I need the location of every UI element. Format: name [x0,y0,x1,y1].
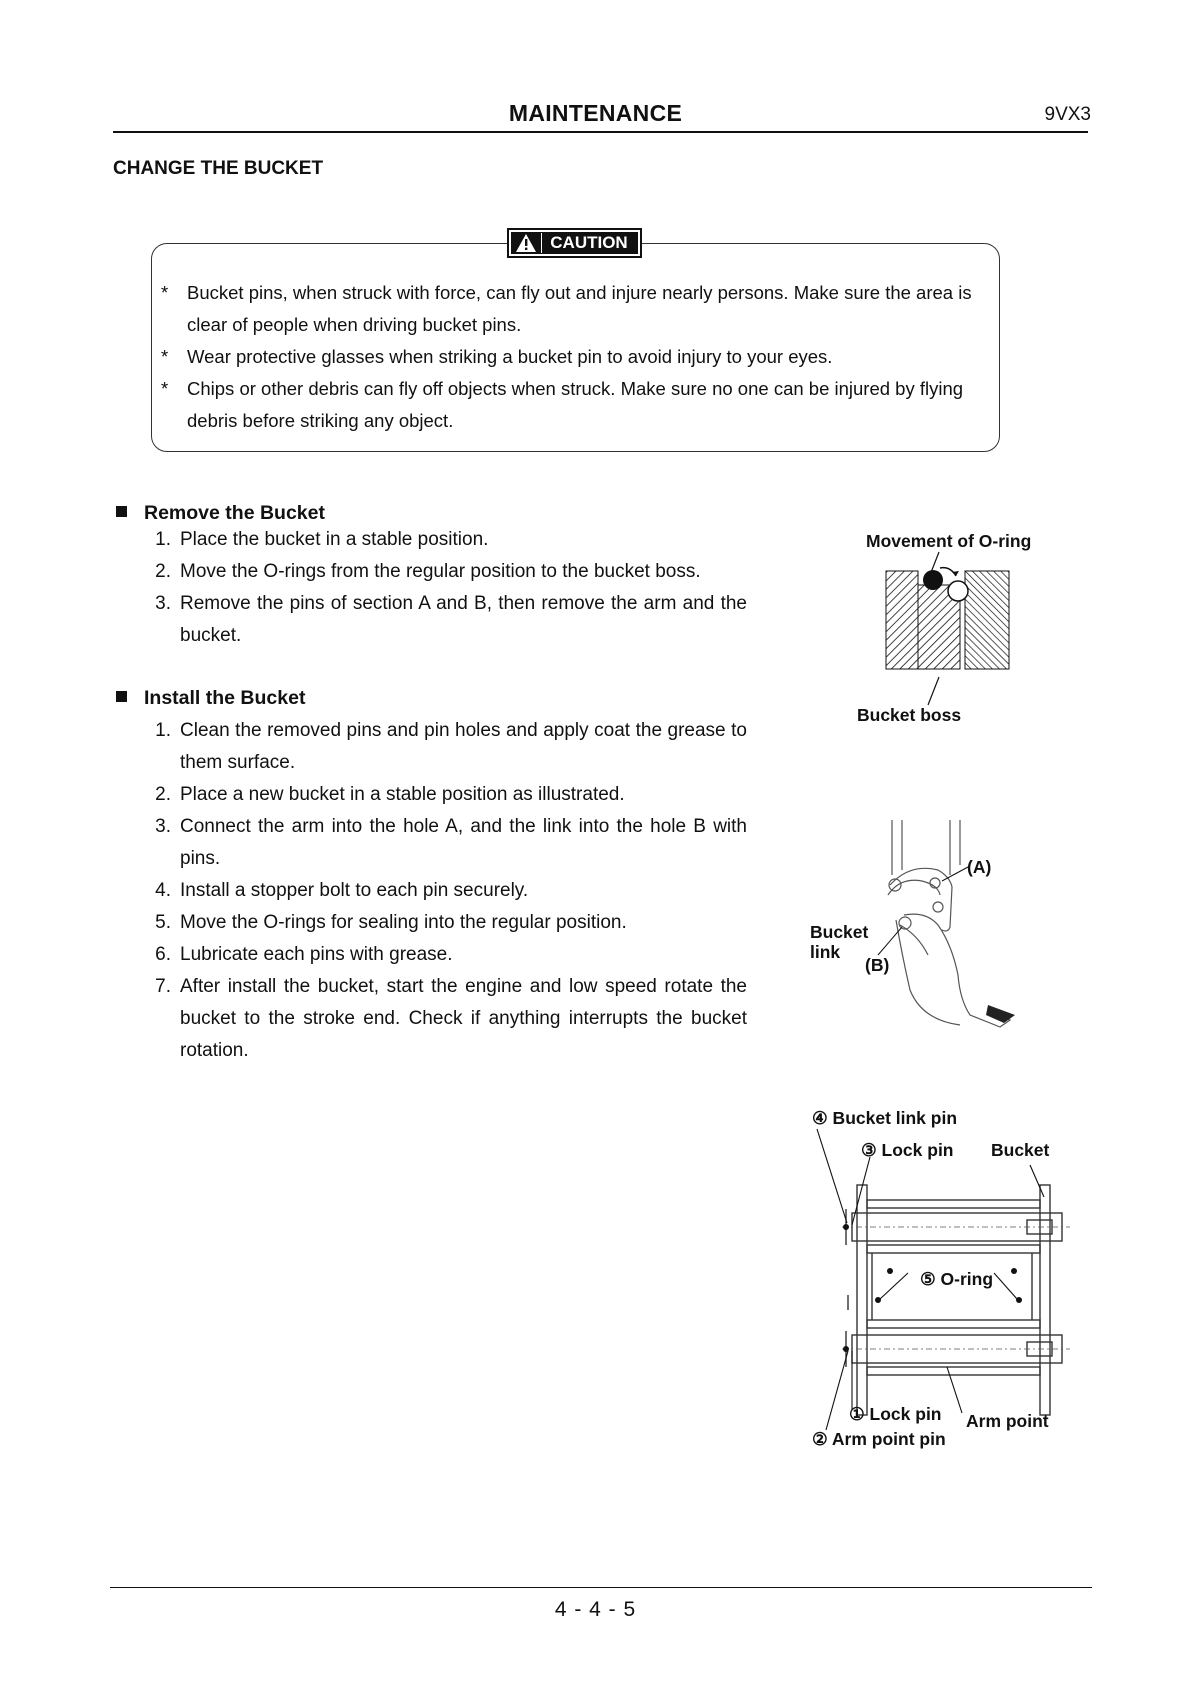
step-text: Clean the removed pins and pin holes and apply coat the grease to them surface. [180,720,747,773]
oring-movement-label: Movement of O-ring [866,531,1032,551]
step-text: Move the O-rings from the regular position to the bucket boss. [180,561,701,582]
caution-item-text: Bucket pins, when struck with force, can fly out and injure nearly persons. Make sure the area is clear of people when driving bucket pins. [187,282,972,335]
section-title: CHANGE THE BUCKET [113,158,324,179]
point-a-label: (A) [967,857,992,877]
oring-label: ⑤ O-ring [920,1269,994,1289]
asterisk-icon: * [161,282,169,303]
page-number: 4 - 4 - 5 [554,1598,637,1621]
asterisk-icon: * [161,346,169,367]
step-text: Place the bucket in a stable position. [180,529,489,550]
list-item: 2. Move the O-rings from the regular position to the bucket boss. [155,561,701,582]
remove-heading-text: Remove the Bucket [144,502,325,524]
caution-item-text: Wear protective glasses when striking a bucket pin to avoid injury to your eyes. [187,346,833,367]
caution-item-text: Chips or other debris can fly off objects when struck. Make sure no one can be injured by flying debris before striking any object. [187,378,964,431]
remove-steps [147,524,747,652]
list-item: 5. Move the O-rings for sealing into the regular position. [155,912,627,933]
figure-bucket-side [810,815,1040,1030]
oring-diagram [860,530,1080,730]
step-text: Move the O-rings for sealing into the regular position. [180,912,627,933]
step-text: Lubricate each pins with grease. [180,944,453,965]
step-text: Place a new bucket in a stable position as illustrated. [180,784,625,805]
step-text: Install a stopper bolt to each pin securely. [180,880,529,901]
bullet-square-icon [116,691,127,702]
bucket-link-pin-label: ④ Bucket link pin [812,1108,958,1128]
step-text: Connect the arm into the hole A, and the link into the hole B with pins. [180,816,747,869]
arm-point-label: Arm point [966,1411,1049,1431]
figure-pin-assembly [812,1105,1082,1455]
list-item: 6. Lubricate each pins with grease. [155,944,453,965]
asterisk-icon: * [161,378,169,399]
step-text: Remove the pins of section A and B, then remove the arm and the bucket. [180,593,747,646]
remove-heading [116,502,325,525]
footer-divider [110,1587,1092,1588]
lock-pin-top-label: ③ Lock pin [861,1140,954,1160]
header-divider [113,131,1088,133]
bucket-label: Bucket [991,1140,1050,1160]
figure-oring-movement [857,530,1080,730]
bucket-link-label: Bucket link [810,922,869,962]
oring-old-position [923,570,943,590]
caution-badge [507,228,642,258]
list-item: 7. After install the bucket, start the engine and low speed rotate the bucket to the stroke end. Check if anything interrupts the bucket rotation. [155,976,747,1061]
arm-point-pin-label: ② Arm point pin [812,1429,946,1449]
list-item: 3. Remove the pins of section A and B, then remove the arm and the bucket. [155,593,747,646]
list-item: 2. Place a new bucket in a stable position as illustrated. [155,784,625,805]
warning-triangle-icon [511,232,541,254]
caution-item [161,341,991,373]
list-item: 1. Clean the removed pins and pin holes and apply coat the grease to them surface. [155,720,747,773]
install-heading-text: Install the Bucket [144,687,306,709]
install-steps [147,715,747,1067]
page-header-title: MAINTENANCE [508,100,683,126]
bullet-square-icon [116,506,127,517]
list-item: 3. Connect the arm into the hole A, and the link into the hole B with pins. [155,816,747,869]
oring-new-position [948,581,968,601]
caution-label: CAUTION [541,233,638,253]
step-text: After install the bucket, start the engine and low speed rotate the bucket to the stroke end. Check if anything interrupts the bucket rotation. [180,976,747,1061]
caution-item [161,277,991,341]
lock-pin-bottom-label: ① Lock pin [849,1404,942,1424]
point-b-label: (B) [865,955,890,975]
document-code: 9VX3 [1044,104,1091,125]
bucket-boss-label: Bucket boss [857,705,962,725]
list-item: 1. Place the bucket in a stable position. [155,529,489,550]
list-item: 4. Install a stopper bolt to each pin securely. [155,880,529,901]
caution-item [161,373,991,437]
caution-list [161,277,991,437]
install-heading [116,687,305,710]
